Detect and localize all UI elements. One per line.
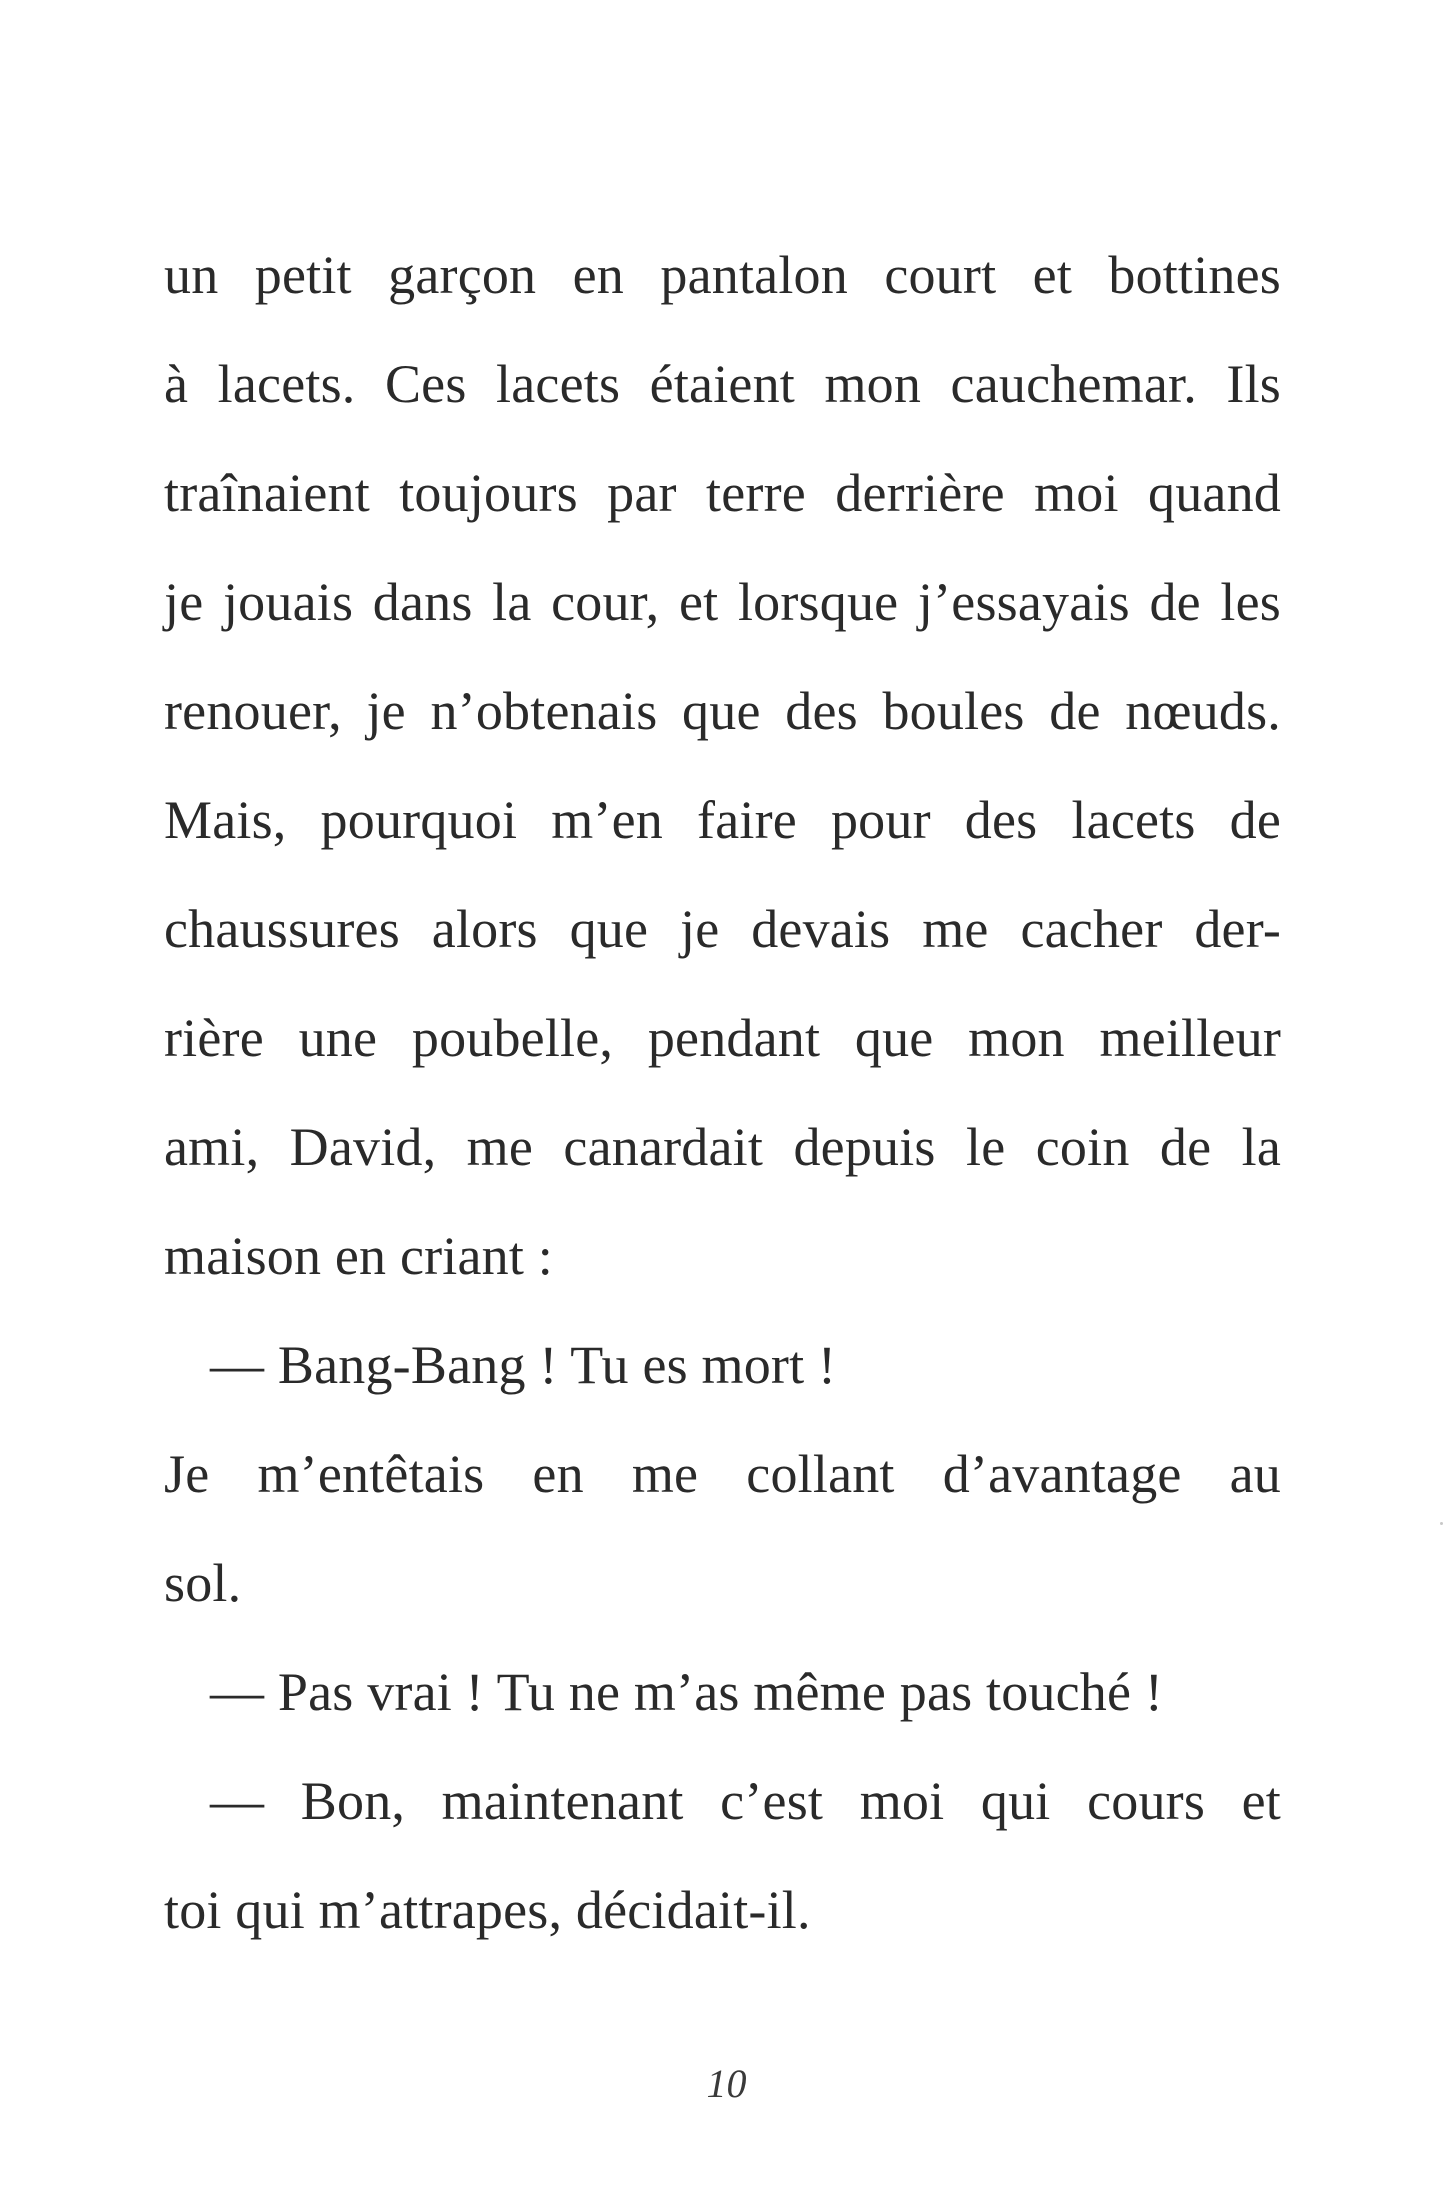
text-line: ami, David, me canardait depuis le coin de la [164,1117,1281,1177]
text-line: un petit garçon en pantalon court et bottines [164,245,1281,305]
text-line: je jouais dans la cour, et lorsque j’essayais de les [164,572,1281,632]
scan-speck [1440,1522,1443,1525]
text-line: toi qui m’attrapes, décidait-il. [164,1880,811,1940]
text-line: Mais, pourquoi m’en faire pour des lacets de [164,790,1281,850]
text-line: maison en criant : [164,1226,553,1286]
dialogue-line: — Bon, maintenant c’est moi qui cours et [210,1771,1281,1831]
text-line: chaussures alors que je devais me cacher der- [164,899,1281,959]
text-line: à lacets. Ces lacets étaient mon cauchemar. Ils [164,354,1281,414]
dialogue-line: — Pas vrai ! Tu ne m’as même pas touché ! [210,1662,1164,1722]
page-number: 10 [706,2061,747,2106]
text-line: renouer, je n’obtenais que des boules de nœuds. [164,681,1281,741]
text-line: traînaient toujours par terre derrière moi quand [164,463,1281,523]
text-line: rière une poubelle, pendant que mon meilleur [164,1008,1281,1068]
dialogue-line: — Bang-Bang ! Tu es mort ! [210,1335,837,1395]
text-line: sol. [164,1553,242,1613]
text-line: Je m’entêtais en me collant d’avantage au [164,1444,1281,1504]
body-text [164,232,1281,1976]
